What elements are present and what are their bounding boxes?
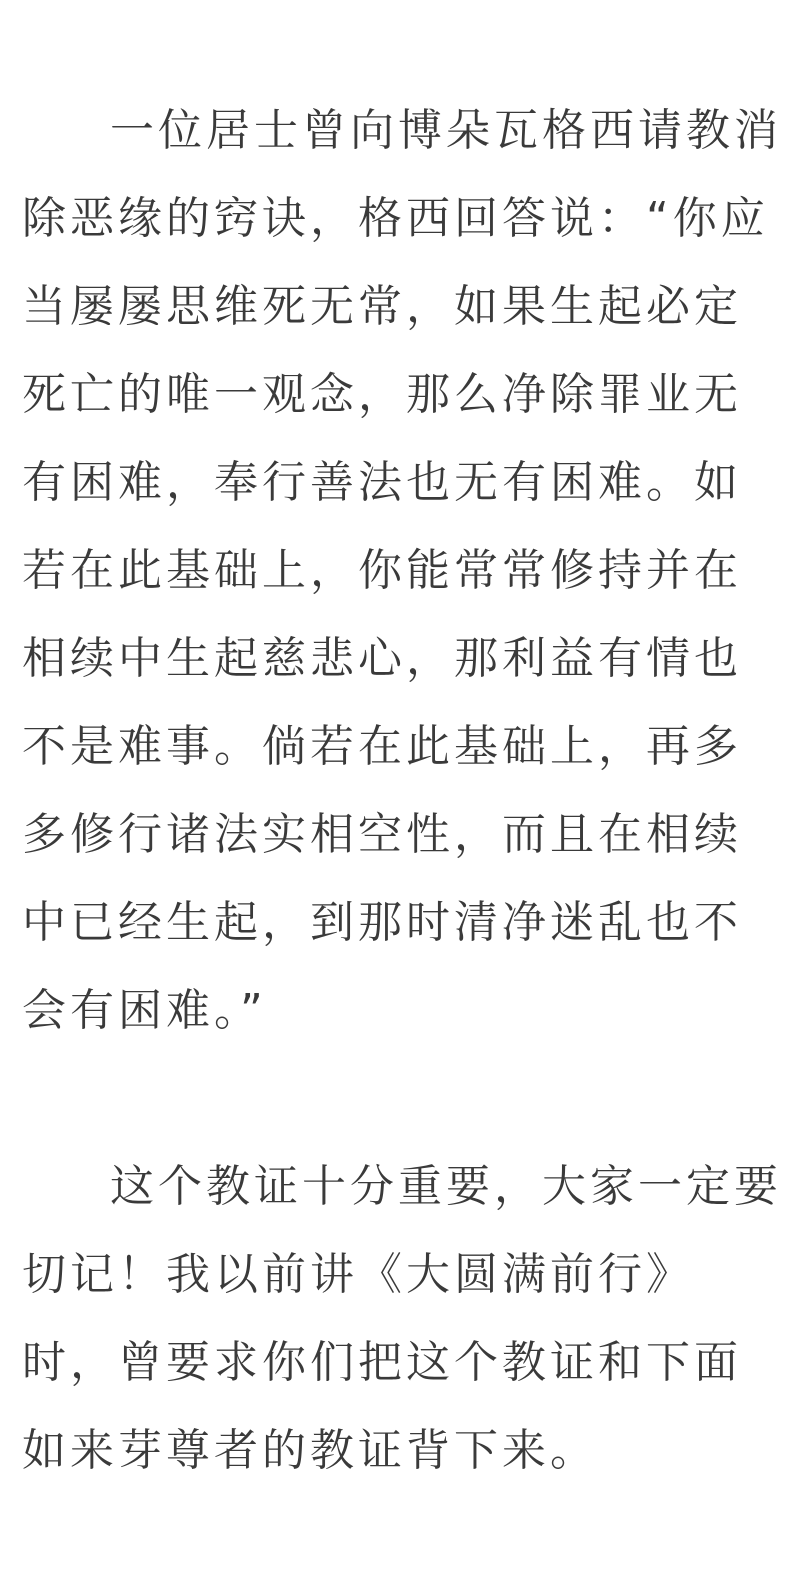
text-line: 多修行诸法实相空性，而且在相续: [22, 809, 742, 860]
text-line: 时，曾要求你们把这个教证和下面: [22, 1337, 742, 1388]
text-line: 切记！我以前讲《大圆满前行》: [22, 1249, 694, 1300]
text-line: 若在此基础上，你能常常修持并在: [22, 545, 742, 596]
article-body: [22, 87, 782, 1495]
text-line: 死亡的唯一观念，那么净除罪业无: [22, 369, 742, 420]
paragraph-spacer: [22, 1055, 774, 1143]
text-line: 除恶缘的窍诀，格西回答说：“你应: [22, 193, 769, 244]
text-line: 当屡屡思维死无常，如果生起必定: [22, 281, 742, 332]
text-line: 有困难，奉行善法也无有困难。如: [22, 457, 742, 508]
paragraph-2: [22, 1143, 782, 1495]
text-line: 会有困难。”: [22, 985, 267, 1036]
paragraph-1: [22, 87, 782, 1055]
text-line: 一位居士曾向博朵瓦格西请教消: [110, 105, 782, 156]
text-line: 如来芽尊者的教证背下来。: [22, 1425, 598, 1476]
text-line: 相续中生起慈悲心，那利益有情也: [22, 633, 742, 684]
text-line: 这个教证十分重要，大家一定要: [110, 1161, 782, 1212]
text-line: 不是难事。倘若在此基础上，再多: [22, 721, 742, 772]
text-line: 中已经生起，到那时清净迷乱也不: [22, 897, 742, 948]
